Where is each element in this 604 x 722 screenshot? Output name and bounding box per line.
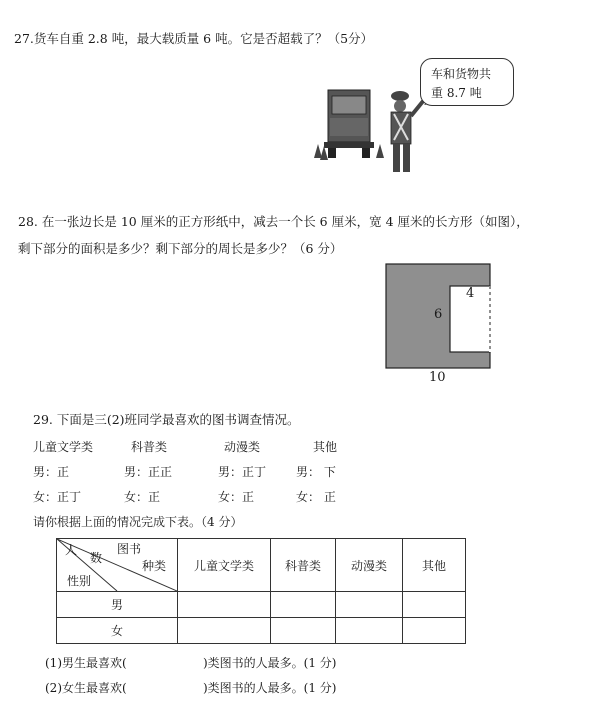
blank-cell[interactable] bbox=[271, 592, 336, 618]
tally-girls: 女：正丁 bbox=[33, 490, 82, 504]
square-figure bbox=[380, 258, 500, 388]
question-29-intro: 29. 下面是三(2)班同学最喜欢的图书调查情况。 bbox=[33, 412, 300, 427]
label-width: 4 bbox=[466, 286, 475, 301]
table-row bbox=[57, 592, 466, 618]
corner-gender: 性别 bbox=[67, 574, 92, 588]
blank-cell[interactable] bbox=[178, 618, 271, 644]
survey-table bbox=[56, 538, 466, 644]
blank-cell[interactable] bbox=[403, 592, 466, 618]
blank-cell[interactable] bbox=[336, 592, 403, 618]
column-header: 其他 bbox=[403, 539, 466, 592]
category-label: 科普类 bbox=[131, 440, 168, 454]
label-side: 10 bbox=[429, 370, 446, 385]
corner-count: 数 bbox=[90, 551, 103, 565]
question-28-line-2: 剩下部分的面积是多少？剩下部分的周长是多少？（6 分） bbox=[18, 241, 343, 256]
column-header: 科普类 bbox=[271, 539, 336, 592]
truck-icon bbox=[324, 90, 374, 158]
column-header: 儿童文学类 bbox=[178, 539, 271, 592]
row-header: 女 bbox=[57, 618, 178, 644]
table-corner-cell bbox=[57, 539, 178, 592]
blank-cell[interactable] bbox=[403, 618, 466, 644]
bubble-line-2: 重 8.7 吨 bbox=[431, 86, 482, 100]
category-label: 其他 bbox=[313, 440, 338, 454]
blank-cell[interactable] bbox=[178, 592, 271, 618]
category-label: 儿童文学类 bbox=[33, 440, 94, 454]
blank-cell[interactable] bbox=[271, 618, 336, 644]
tally-boys: 男：正丁 bbox=[218, 465, 267, 479]
tally-girls: 女： 正 bbox=[296, 490, 336, 504]
corner-people: 人 bbox=[65, 543, 78, 557]
category-label: 动漫类 bbox=[224, 440, 261, 454]
sub-question-2: (2)女生最喜欢( )类图书的人最多。(1 分) bbox=[45, 681, 337, 695]
label-length: 6 bbox=[434, 307, 443, 322]
corner-kind: 种类 bbox=[142, 559, 167, 573]
bubble-line-1: 车和货物共 bbox=[431, 67, 492, 81]
tally-girls: 女：正 bbox=[124, 490, 161, 504]
column-header: 动漫类 bbox=[336, 539, 403, 592]
row-header: 男 bbox=[57, 592, 178, 618]
speech-bubble bbox=[420, 58, 514, 106]
question-27-text: 27.货车自重 2.8 吨，最大载质量 6 吨。它是否超载了？（5分） bbox=[14, 31, 374, 46]
corner-books: 图书 bbox=[117, 542, 142, 556]
table-row bbox=[57, 618, 466, 644]
traffic-officer-icon bbox=[391, 91, 424, 172]
tally-boys: 男：正正 bbox=[124, 465, 173, 479]
sub-question-1: (1)男生最喜欢( )类图书的人最多。(1 分) bbox=[45, 656, 337, 670]
tally-boys: 男：正 bbox=[33, 465, 70, 479]
tally-girls: 女：正 bbox=[218, 490, 255, 504]
table-instruction: 请你根据上面的情况完成下表。（4 分） bbox=[33, 515, 243, 529]
question-28-line-1: 28. 在一张边长是 10 厘米的正方形纸中，减去一个长 6 厘米，宽 4 厘米的长方形（如图）， bbox=[18, 214, 529, 229]
blank-cell[interactable] bbox=[336, 618, 403, 644]
tally-boys: 男： 下 bbox=[296, 465, 336, 479]
